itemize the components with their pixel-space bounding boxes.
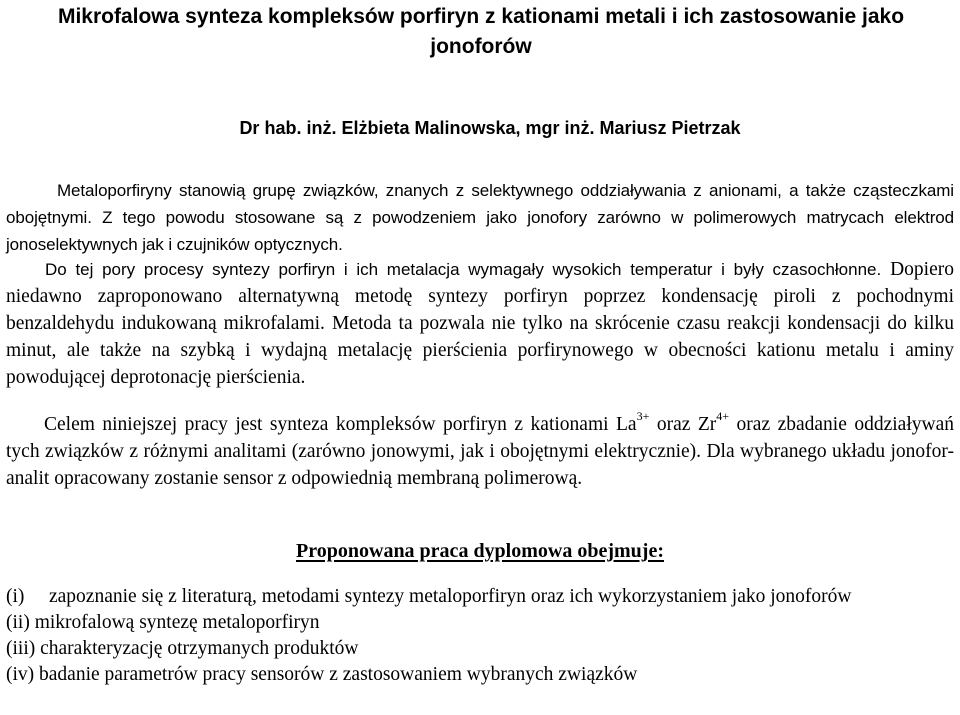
intro-paragraph-2 (6, 256, 954, 391)
intro-paragraph-3-end: oraz zbadanie oddziaływań tych związków z różnymi analitami (zarówno jonowymi, jak i obojętnymi elektrycznie). Dla wybranego układu jonofor-analit opracowany zostanie sensor z odpowiednią membraną polimerową. (6, 414, 954, 489)
intro-paragraph-1: Metaloporfiryny stanowią grupę związków, znanych z selektywnego oddziaływania z anionami, a także cząsteczkami obojętnymi. Z tego powodu stosowane są z powodzeniem jako jonofory zarówno w polimerowych matrycach elektrod jonoselektywnych jak i czujników optycznych. (6, 181, 954, 254)
list-item-marker: (i) (6, 586, 25, 607)
intro-paragraph-3 (6, 408, 954, 492)
list-item-marker: (ii) (6, 612, 30, 633)
scope-list (6, 584, 954, 688)
list-item-text: badanie parametrów pracy sensorów z zastosowaniem wybranych związków (34, 664, 638, 685)
list-item-text: zapoznanie się z literaturą, metodami syntezy metaloporfiryn oraz ich wykorzystaniem jako jonoforów (49, 586, 852, 607)
intro-paragraph-3-middle: oraz Zr (649, 414, 717, 435)
section-title (0, 538, 960, 564)
list-item (6, 662, 954, 688)
list-item (6, 636, 954, 662)
list-item-text: charakteryzację otrzymanych produktów (35, 638, 359, 659)
intro-paragraph-2-sans: Do tej pory procesy syntezy porfiryn i ich metalacja wymagały wysokich temperatur i były czasochłonne. (45, 260, 882, 279)
zirconium-charge: 4+ (716, 408, 730, 423)
list-item (6, 584, 954, 610)
document-title: Mikrofalowa synteza kompleksów porfiryn z kationami metali i ich zastosowanie jako jonoforów (57, 5, 905, 58)
lanthanum-charge: 3+ (636, 408, 650, 423)
list-item (6, 610, 954, 636)
document-authors: Dr hab. inż. Elżbieta Malinowska, mgr inż. Mariusz Pietrzak (239, 118, 741, 138)
list-item-text: mikrofalową syntezę metaloporfiryn (29, 612, 320, 633)
intro-paragraph-2-serif: Dopiero niedawno zaproponowano alternatywną metodę syntezy porfiryn poprzez kondensację piroli z pochodnymi benzaldehydu indukowaną mikrofalami. Metoda ta pozwala nie tylko na skrócenie czasu reakcji kondensacji do kilku minut, ale także na szybką i wydajną metalację pierścienia porfirynowego w obecności kationu metalu i aminy powodującej deprotonację pierścienia. (6, 259, 954, 388)
intro-paragraph-3-start: Celem niniejszej pracy jest synteza kompleksów porfiryn z kationami La (44, 414, 637, 435)
list-item-marker: (iii) (6, 638, 36, 659)
section-title-text: Proponowana praca dyplomowa obejmuje: (296, 540, 664, 562)
list-item-marker: (iv) (6, 664, 35, 685)
